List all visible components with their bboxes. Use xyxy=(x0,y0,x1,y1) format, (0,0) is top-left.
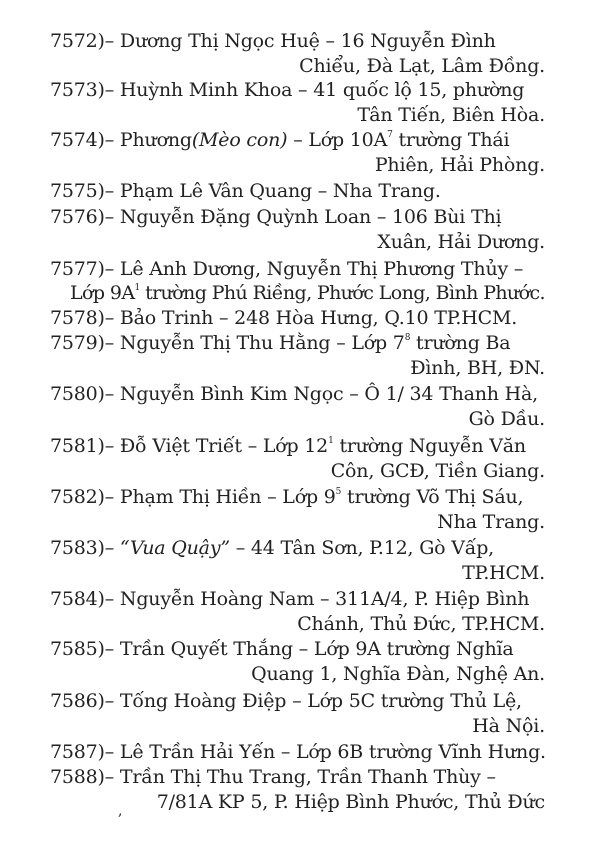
entry-text: trường Võ Thị Sáu, xyxy=(341,486,524,508)
entry-number: 7582)– xyxy=(50,486,115,508)
entry-text: Phương xyxy=(119,129,192,151)
entry-number: 7574)– xyxy=(50,129,115,151)
entry-7585-line1 xyxy=(50,638,514,660)
entry-text: Huỳnh Minh Khoa – 41 quốc lộ 15, phường xyxy=(119,79,525,101)
entry-number: 7576)– xyxy=(50,206,115,228)
entry-text: Tống Hoàng Điệp – Lớp 5C trường Thủ Lệ, xyxy=(119,690,522,712)
entry-text: trường Thái xyxy=(392,129,510,151)
entry-7573-line1 xyxy=(50,79,524,101)
entry-text: Lê Trần Hải Yến – Lớp 6B trường Vĩnh Hưng. xyxy=(119,741,546,763)
entry-number: 7584)– xyxy=(50,588,115,610)
entry-7583-line2: TP.HCM. xyxy=(462,562,545,584)
class-superscript: 1 xyxy=(328,435,334,446)
entry-number: 7580)– xyxy=(50,383,115,405)
class-superscript: 8 xyxy=(404,332,411,343)
entry-text: Lớp 9A xyxy=(70,282,135,304)
entry-7579-line2: Đình, BH, ĐN. xyxy=(410,357,545,379)
entry-number: 7575)– xyxy=(50,180,115,202)
entry-number: 7583)– xyxy=(50,537,115,559)
entry-number: 7585)– xyxy=(50,638,115,660)
entry-7581-line2: Côn, GCĐ, Tiền Giang. xyxy=(330,460,545,482)
entry-7573-line2: Tân Tiến, Biên Hòa. xyxy=(357,104,545,126)
entry-7588-line1 xyxy=(50,766,496,788)
entry-7586-line1 xyxy=(50,690,522,712)
entry-text: Đỗ Việt Triết – Lớp 12 xyxy=(119,435,329,457)
entry-number: 7573)– xyxy=(50,79,115,101)
entry-7578-line1 xyxy=(50,307,517,329)
entry-7574-line2: Phiên, Hải Phòng. xyxy=(374,154,545,176)
entry-number: 7572)– xyxy=(50,30,115,52)
entry-7572-line1 xyxy=(50,30,496,52)
entry-7575-line1 xyxy=(50,180,441,202)
entry-7582-line1 xyxy=(50,486,523,508)
entry-text: trường Ba xyxy=(410,332,511,354)
entry-7585-line2: Quang 1, Nghĩa Đàn, Nghệ An. xyxy=(251,663,545,685)
entry-text: – 44 Tân Sơn, P.12, Gò Vấp, xyxy=(229,537,495,559)
entry-7577-line1 xyxy=(50,258,523,280)
entry-number: 7578)– xyxy=(50,307,115,329)
entry-text: Nguyễn Thị Thu Hằng – Lớp 7 xyxy=(119,332,405,354)
entry-7577-line2 xyxy=(70,282,545,304)
entry-text: Dương Thị Ngọc Huệ – 16 Nguyễn Đình xyxy=(119,30,496,52)
entry-7586-line2: Hà Nội. xyxy=(472,715,545,737)
entry-text: Trần Thị Thu Trang, Trần Thanh Thùy – xyxy=(119,766,496,788)
class-superscript: 7 xyxy=(387,129,393,140)
entry-7581-line1 xyxy=(50,435,526,457)
class-superscript: 5 xyxy=(335,486,342,497)
entry-7588-line2: 7/81A KP 5, P. Hiệp Bình Phước, Thủ Đức xyxy=(156,791,545,813)
entry-number: 7581)– xyxy=(50,435,115,457)
entry-text: – Lớp 10A xyxy=(287,129,388,151)
entry-7582-line2: Nha Trang. xyxy=(437,511,545,533)
entry-text: Lê Anh Dương, Nguyễn Thị Phương Thủy – xyxy=(119,258,524,280)
stray-comma: , xyxy=(118,803,123,819)
entry-7580-line1 xyxy=(50,383,538,405)
entry-number: 7579)– xyxy=(50,332,115,354)
entry-7576-line1 xyxy=(50,206,501,228)
entry-7587-line1 xyxy=(50,741,546,763)
entry-7574-line1 xyxy=(50,129,509,151)
entry-text: Phạm Thị Hiền – Lớp 9 xyxy=(119,486,336,508)
entry-text: Nguyễn Hoàng Nam – 311A/4, P. Hiệp Bình xyxy=(119,588,530,610)
entry-text: Nguyễn Bình Kim Ngọc – Ô 1/ 34 Thanh Hà, xyxy=(119,383,539,405)
entry-7580-line2: Gò Dầu. xyxy=(468,408,545,430)
entry-text: trường Nguyễn Văn xyxy=(333,435,526,457)
entry-nickname: “Vua Quậy” xyxy=(119,537,230,559)
entry-number: 7586)– xyxy=(50,690,115,712)
entry-text: Nguyễn Đặng Quỳnh Loan – 106 Bùi Thị xyxy=(119,206,502,228)
entry-7584-line2: Chánh, Thủ Đức, TP.HCM. xyxy=(297,613,545,635)
entry-7576-line2: Xuân, Hải Dương. xyxy=(377,231,545,253)
entry-7579-line1 xyxy=(50,332,510,354)
entry-number: 7588)– xyxy=(50,766,115,788)
entry-7583-line1 xyxy=(50,537,494,559)
entry-nickname: (Mèo con) xyxy=(191,129,288,151)
entry-text: Phạm Lê Vân Quang – Nha Trang. xyxy=(119,180,441,202)
entry-7572-line2: Chiểu, Đà Lạt, Lâm Đồng. xyxy=(299,55,545,77)
entry-7584-line1 xyxy=(50,588,529,610)
class-superscript: 1 xyxy=(134,282,140,293)
entry-text: Trần Quyết Thắng – Lớp 9A trường Nghĩa xyxy=(119,638,514,660)
entry-text: Bảo Trinh – 248 Hòa Hưng, Q.10 TP.HCM. xyxy=(119,307,518,329)
entry-number: 7577)– xyxy=(50,258,115,280)
entry-number: 7587)– xyxy=(50,741,115,763)
entry-text: trường Phú Riềng, Phước Long, Bình Phước. xyxy=(139,282,545,304)
